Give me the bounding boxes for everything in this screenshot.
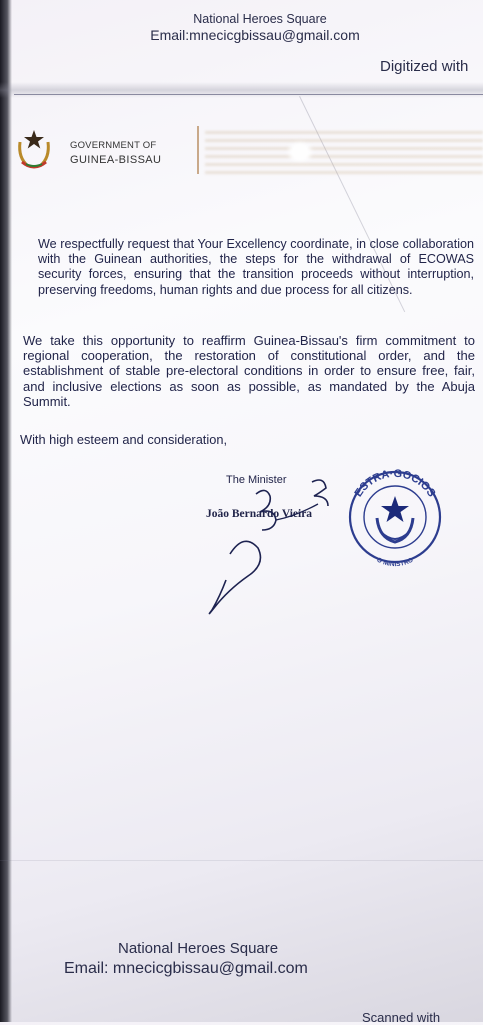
- svg-text:ESTRA·GOCIOS: [352, 468, 437, 499]
- letterhead-line-2: GUINEA-BISSAU: [70, 154, 162, 166]
- footer-email: Email: mnecicgbissau@gmail.com: [64, 960, 308, 977]
- scanned-watermark: Scanned with: [362, 1010, 441, 1025]
- body-paragraph-2: We take this opportunity to reaffirm Guinea-Bissau's firm commitment to regional cooperation, the restoration of constitutional order, and the establishment of stable pre-electoral conditions in order to ensure free, fair, and inclusive elections as soon as possible, as mandated by the Abuja Summit.: [23, 333, 475, 409]
- page-edge-shadow: [0, 0, 12, 1022]
- header-address: National Heroes Square: [193, 12, 327, 26]
- letterhead-line-1: GOVERNMENT OF: [70, 140, 157, 151]
- footer-address: National Heroes Square: [118, 940, 279, 957]
- ministry-seal: [343, 462, 445, 572]
- digitized-watermark: Digitized with: [380, 58, 469, 75]
- body-paragraph-1: We respectfully request that Your Excellency coordinate, in close collaboration with the Guinean authorities, the steps for the withdrawal of ECOWAS security forces, ensuring that the transition proceeds without interruption, preserving freedoms, human rights and due process for all citizens.: [38, 237, 474, 297]
- header-rule: [14, 94, 483, 95]
- handwritten-signature: [200, 472, 350, 622]
- signatory-name: João Bernardo Vieira: [206, 508, 313, 520]
- national-emblem-icon: [14, 124, 54, 174]
- letterhead-divider: [197, 126, 199, 174]
- signatory-title: The Minister: [226, 474, 287, 486]
- closing-line: With high esteem and consideration,: [20, 432, 227, 447]
- header-email: Email:mnecicgbissau@gmail.com: [150, 27, 360, 43]
- seal-bottom-text: O MINISTRO: [375, 556, 415, 569]
- scan-band: [0, 82, 483, 98]
- redacted-letterhead-text: [205, 130, 483, 174]
- paper-fold-line: [0, 860, 483, 861]
- svg-text:O MINISTRO: [376, 557, 415, 569]
- seal-top-text: ESTRA·GOCIOS: [352, 467, 438, 500]
